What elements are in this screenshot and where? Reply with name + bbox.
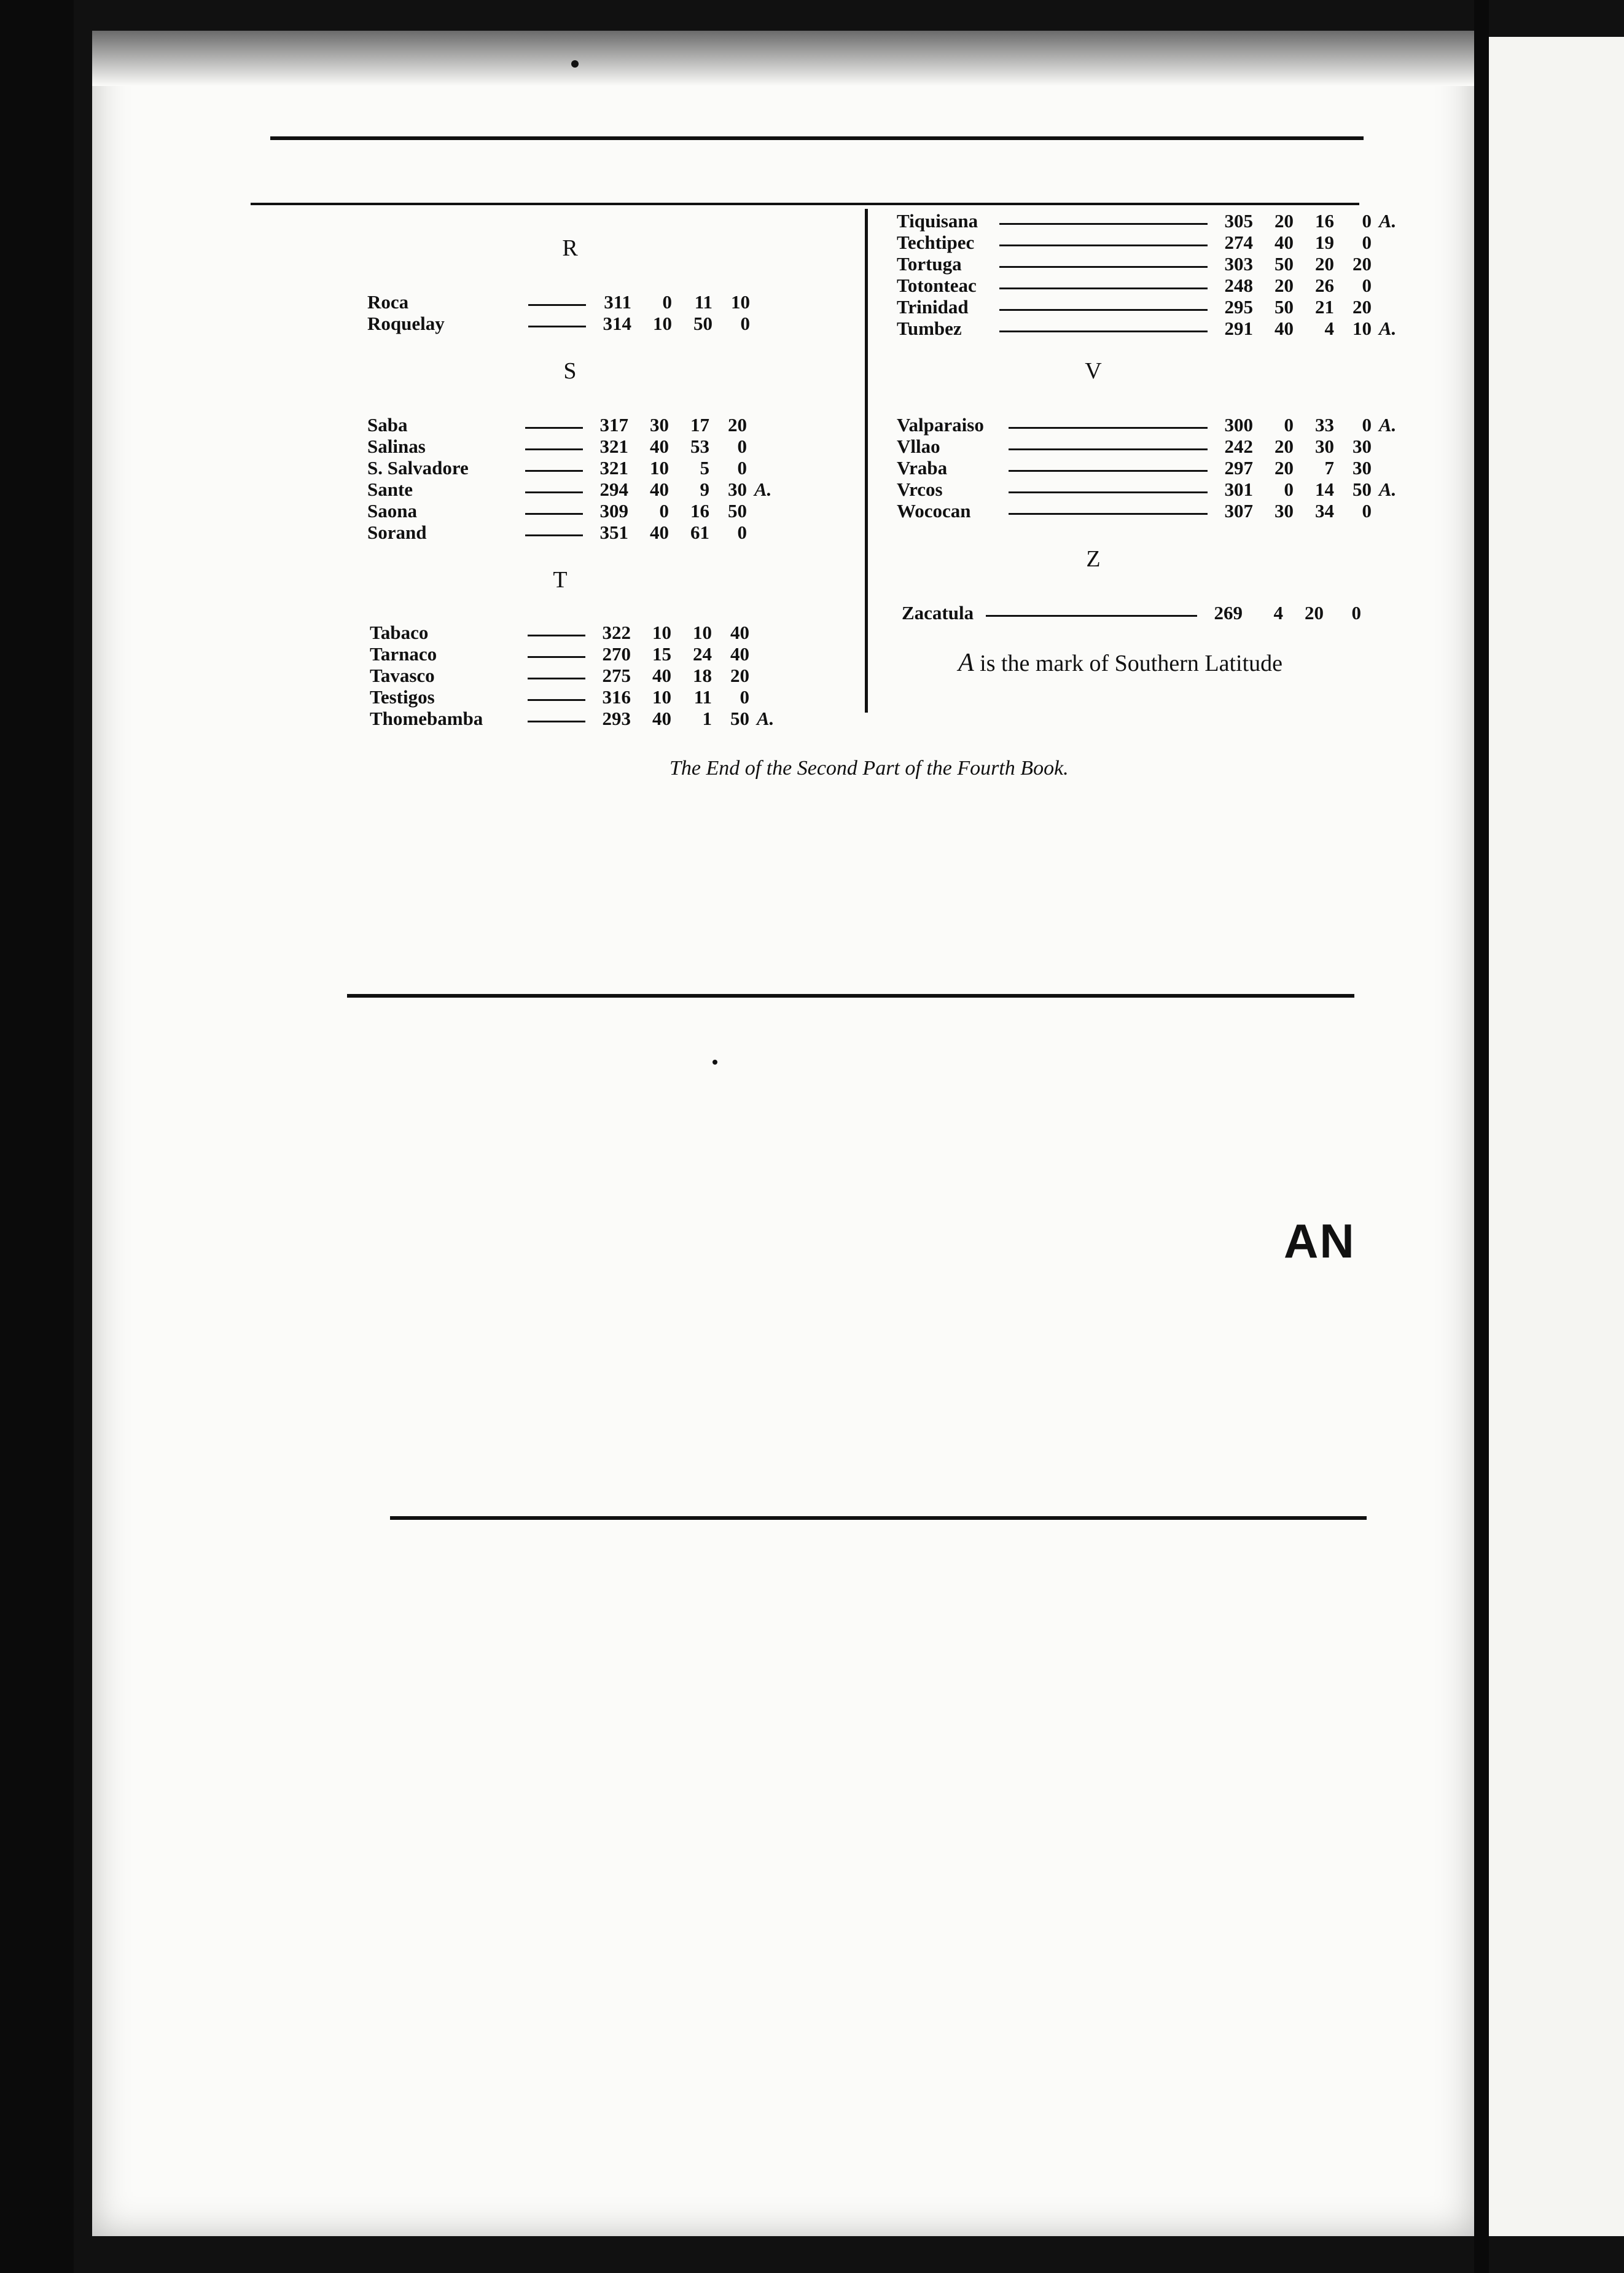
latitude-minutes: 0 [1351,602,1361,624]
leader-line [998,273,1210,295]
longitude-minutes: 50 [1275,253,1294,275]
leader-rule [525,470,583,472]
place-name: Sante [367,479,413,500]
scan-border-left [0,0,74,2273]
entries-table [897,413,1403,520]
longitude-minutes: 30 [1275,500,1294,522]
longitude-minutes: 10 [652,622,671,643]
gazetteer-row [370,706,781,728]
longitude-minutes: 40 [652,665,671,686]
section-t [370,620,781,728]
place-name: Roca [367,291,409,313]
longitude-minutes: 10 [653,313,672,334]
place-name: Tarnaco [370,643,437,665]
gazetteer-row [367,477,779,499]
top-rule [270,136,1364,140]
latitude-degrees: 20 [1305,602,1324,624]
gazetteer-row [897,252,1403,273]
section-letter-t: T [553,567,568,593]
longitude-degrees: 248 [1224,275,1253,296]
longitude-degrees: 291 [1224,318,1253,339]
southern-mark [1375,499,1403,520]
place-name: Trinidad [897,296,969,318]
latitude-degrees: 53 [690,436,709,457]
longitude-degrees: 307 [1224,500,1253,522]
gazetteer-row [367,499,779,520]
longitude-degrees: 275 [602,665,631,686]
leader-rule [1009,427,1208,429]
southern-mark [1365,601,1393,622]
latitude-minutes: 0 [737,522,747,543]
gazetteer-row [897,316,1403,338]
latitude-degrees: 16 [690,500,709,522]
latitude-minutes: 30 [1353,436,1372,457]
latitude-degrees: 5 [700,457,709,479]
place-name: Vrcos [897,479,943,500]
leader-line [524,434,585,456]
longitude-minutes: 15 [652,643,671,665]
latitude-minutes: 40 [730,622,749,643]
leader-rule [1009,448,1208,450]
facing-page-heading-fragment: AN [1284,1214,1356,1268]
place-name: Tiquisana [897,210,978,232]
latitude-minutes: 30 [728,479,747,500]
longitude-degrees: 269 [1214,602,1243,624]
place-name: Tavasco [370,665,435,686]
column-divider [865,209,868,713]
leader-rule [528,699,585,701]
gazetteer-row [370,620,781,642]
entries-table [897,209,1403,338]
section-s [367,413,779,542]
leader-rule [525,427,583,429]
latitude-minutes: 10 [1353,318,1372,339]
place-name: Sorand [367,522,427,543]
longitude-degrees: 321 [599,457,628,479]
gazetteer-row [897,477,1403,499]
leader-line [1007,456,1210,477]
leader-line [998,295,1210,316]
latitude-minutes: 50 [730,708,749,729]
leader-rule [999,288,1208,289]
latitude-minutes: 20 [728,414,747,436]
entries-table [367,290,782,333]
latitude-minutes: 0 [737,436,747,457]
leader-line [998,209,1210,230]
southern-mark: A. [754,479,772,500]
section-t-continued [897,209,1403,338]
table-top-rule [251,203,1359,205]
section-z [902,601,1393,622]
section-v [897,413,1403,520]
leader-rule [528,635,585,636]
longitude-minutes: 0 [662,291,672,313]
longitude-degrees: 274 [1224,232,1253,253]
page-top-shadow [92,31,1474,86]
southern-mark: A. [1379,210,1397,232]
gazetteer-row [897,209,1403,230]
gazetteer-row [897,456,1403,477]
leader-line [526,663,588,685]
longitude-degrees: 317 [599,414,628,436]
latitude-degrees: 61 [690,522,709,543]
gazetteer-row [897,295,1403,316]
place-name: Testigos [370,686,435,708]
place-name: Tabaco [370,622,429,643]
latitude-degrees: 26 [1315,275,1334,296]
longitude-degrees: 316 [602,686,631,708]
book-gutter [1474,0,1489,2273]
longitude-minutes: 40 [1275,318,1294,339]
section-letter-r: R [562,235,578,261]
place-name: Valparaiso [897,414,984,436]
latitude-degrees: 11 [693,686,712,708]
latitude-degrees: 18 [693,665,712,686]
longitude-degrees: 294 [599,479,628,500]
leader-rule [999,223,1208,225]
leader-rule [528,678,585,679]
latitude-degrees: 9 [700,479,709,500]
latitude-minutes: 50 [1353,479,1372,500]
gazetteer-row [370,685,781,706]
end-of-part-line: The End of the Second Part of the Fourth Book. [670,757,1069,780]
section-letter-v: V [1085,358,1102,384]
leader-line [526,642,588,663]
leader-rule [528,326,586,327]
leader-rule [525,534,583,536]
latitude-degrees: 4 [1324,318,1334,339]
entries-table [370,620,781,728]
southern-mark [754,290,782,311]
longitude-minutes: 40 [650,479,669,500]
gazetteer-row [897,434,1403,456]
latitude-note [958,648,1282,678]
southern-mark [753,663,781,685]
southern-mark [753,620,781,642]
leader-line [985,601,1200,622]
leader-line [1007,477,1210,499]
place-name: Totonteac [897,275,977,296]
leader-rule [528,304,586,306]
latitude-degrees: 30 [1315,436,1334,457]
leader-line [1007,499,1210,520]
longitude-minutes: 20 [1275,457,1294,479]
longitude-degrees: 351 [599,522,628,543]
longitude-minutes: 40 [1275,232,1294,253]
latitude-minutes: 0 [1362,275,1372,296]
leader-rule [528,656,585,658]
leader-line [526,685,588,706]
section-r [367,290,782,333]
gazetteer-row [367,520,779,542]
longitude-degrees: 301 [1224,479,1253,500]
latitude-degrees: 14 [1315,479,1334,500]
longitude-minutes: 20 [1275,275,1294,296]
longitude-minutes: 50 [1275,296,1294,318]
longitude-degrees: 303 [1224,253,1253,275]
leader-rule [525,513,583,515]
longitude-minutes: 20 [1275,210,1294,232]
leader-rule [1009,491,1208,493]
southern-mark [1375,456,1403,477]
longitude-degrees: 270 [602,643,631,665]
gazetteer-row [897,499,1403,520]
leader-rule [999,331,1208,332]
leader-line [527,290,588,311]
longitude-minutes: 0 [659,500,669,522]
latitude-degrees: 21 [1315,296,1334,318]
southern-mark: A. [1379,318,1397,339]
latitude-degrees: 20 [1315,253,1334,275]
latitude-degrees: 16 [1315,210,1334,232]
southern-mark [1375,273,1403,295]
leader-line [524,499,585,520]
latitude-minutes: 0 [1362,500,1372,522]
latitude-minutes: 20 [1353,253,1372,275]
latitude-minutes: 0 [1362,232,1372,253]
leader-line [524,477,585,499]
longitude-minutes: 10 [652,686,671,708]
longitude-minutes: 4 [1273,602,1283,624]
southern-mark: A. [1379,414,1397,436]
southern-mark [751,413,779,434]
gazetteer-row [367,434,779,456]
entries-table [367,413,779,542]
leader-rule [528,721,585,722]
section-letter-s: S [563,358,577,384]
leader-line [998,316,1210,338]
southern-mark [753,685,781,706]
latitude-degrees: 7 [1324,457,1334,479]
longitude-degrees: 309 [599,500,628,522]
leader-line [524,456,585,477]
longitude-minutes: 40 [650,522,669,543]
longitude-minutes: 30 [650,414,669,436]
southern-mark [1375,434,1403,456]
section-letter-z: Z [1086,546,1101,572]
southern-mark [751,456,779,477]
longitude-minutes: 40 [650,436,669,457]
leader-line [526,620,588,642]
southern-mark [1375,230,1403,252]
longitude-degrees: 297 [1224,457,1253,479]
leader-line [998,230,1210,252]
leader-line [1007,434,1210,456]
gazetteer-row [367,290,782,311]
place-name: Wococan [897,500,971,522]
latitude-minutes: 10 [731,291,750,313]
longitude-degrees: 311 [604,291,631,313]
latitude-minutes: 0 [740,313,750,334]
longitude-minutes: 40 [652,708,671,729]
latitude-minutes: 0 [740,686,749,708]
ink-spot [712,1060,717,1065]
latitude-minutes: 0 [1362,414,1372,436]
place-name: Techtipec [897,232,975,253]
latitude-minutes: 0 [737,457,747,479]
leader-line [1007,413,1210,434]
southern-mark [1375,295,1403,316]
note-text: is the mark of Southern Latitude [980,651,1282,676]
gazetteer-row [367,311,782,333]
leader-rule [1009,470,1208,472]
latitude-degrees: 24 [693,643,712,665]
gazetteer-row [897,273,1403,295]
leader-line [524,413,585,434]
southern-mark [751,520,779,542]
longitude-degrees: 295 [1224,296,1253,318]
place-name: Vraba [897,457,948,479]
southern-mark [751,434,779,456]
leader-rule [999,309,1208,311]
southern-mark [754,311,782,333]
gazetteer-row [367,456,779,477]
leader-rule [999,266,1208,268]
latitude-degrees: 33 [1315,414,1334,436]
leader-rule [525,491,583,493]
gazetteer-row [370,663,781,685]
gazetteer-row [897,230,1403,252]
leader-rule [986,615,1197,617]
place-name: Tumbez [897,318,962,339]
place-name: Salinas [367,436,426,457]
longitude-minutes: 0 [1284,414,1294,436]
leader-line [524,520,585,542]
southern-mark: A. [757,708,775,729]
longitude-degrees: 242 [1224,436,1253,457]
place-name: Saona [367,500,417,522]
latitude-degrees: 50 [693,313,712,334]
longitude-degrees: 314 [603,313,631,334]
latitude-degrees: 11 [694,291,712,313]
place-name: Vllao [897,436,940,457]
leader-rule [1009,513,1208,515]
place-name: Roquelay [367,313,445,334]
place-name: Tortuga [897,253,962,275]
southern-mark [753,642,781,663]
latitude-minutes: 40 [730,643,749,665]
latitude-degrees: 10 [693,622,712,643]
latitude-minutes: 30 [1353,457,1372,479]
gazetteer-row [367,413,779,434]
gazetteer-row [902,601,1393,622]
leader-rule [525,448,583,450]
leader-line [998,252,1210,273]
bleed-rule [390,1516,1367,1520]
longitude-degrees: 305 [1224,210,1253,232]
southern-mark [1375,252,1403,273]
longitude-degrees: 321 [599,436,628,457]
place-name: S. Salvadore [367,457,469,479]
bleed-rule [347,994,1354,998]
latitude-minutes: 20 [730,665,749,686]
facing-page-edge [1489,37,1624,2236]
book-page [92,31,1474,2236]
latitude-minutes: 50 [728,500,747,522]
longitude-minutes: 0 [1284,479,1294,500]
gazetteer-row [897,413,1403,434]
latitude-degrees: 34 [1315,500,1334,522]
ink-spot [571,60,579,68]
latitude-minutes: 20 [1353,296,1372,318]
leader-line [527,311,588,333]
southern-mark: A. [1379,479,1397,500]
latitude-minutes: 0 [1362,210,1372,232]
longitude-degrees: 293 [602,708,631,729]
longitude-degrees: 300 [1224,414,1253,436]
longitude-minutes: 10 [650,457,669,479]
latitude-degrees: 19 [1315,232,1334,253]
latitude-degrees: 1 [702,708,712,729]
place-name: Zacatula [902,602,974,624]
longitude-degrees: 322 [602,622,631,643]
note-mark: A [958,649,974,677]
leader-rule [999,245,1208,246]
latitude-degrees: 17 [690,414,709,436]
place-name: Saba [367,414,408,436]
gazetteer-row [370,642,781,663]
entries-table [902,601,1393,622]
longitude-minutes: 20 [1275,436,1294,457]
place-name: Thomebamba [370,708,483,729]
leader-line [526,706,588,728]
southern-mark [751,499,779,520]
